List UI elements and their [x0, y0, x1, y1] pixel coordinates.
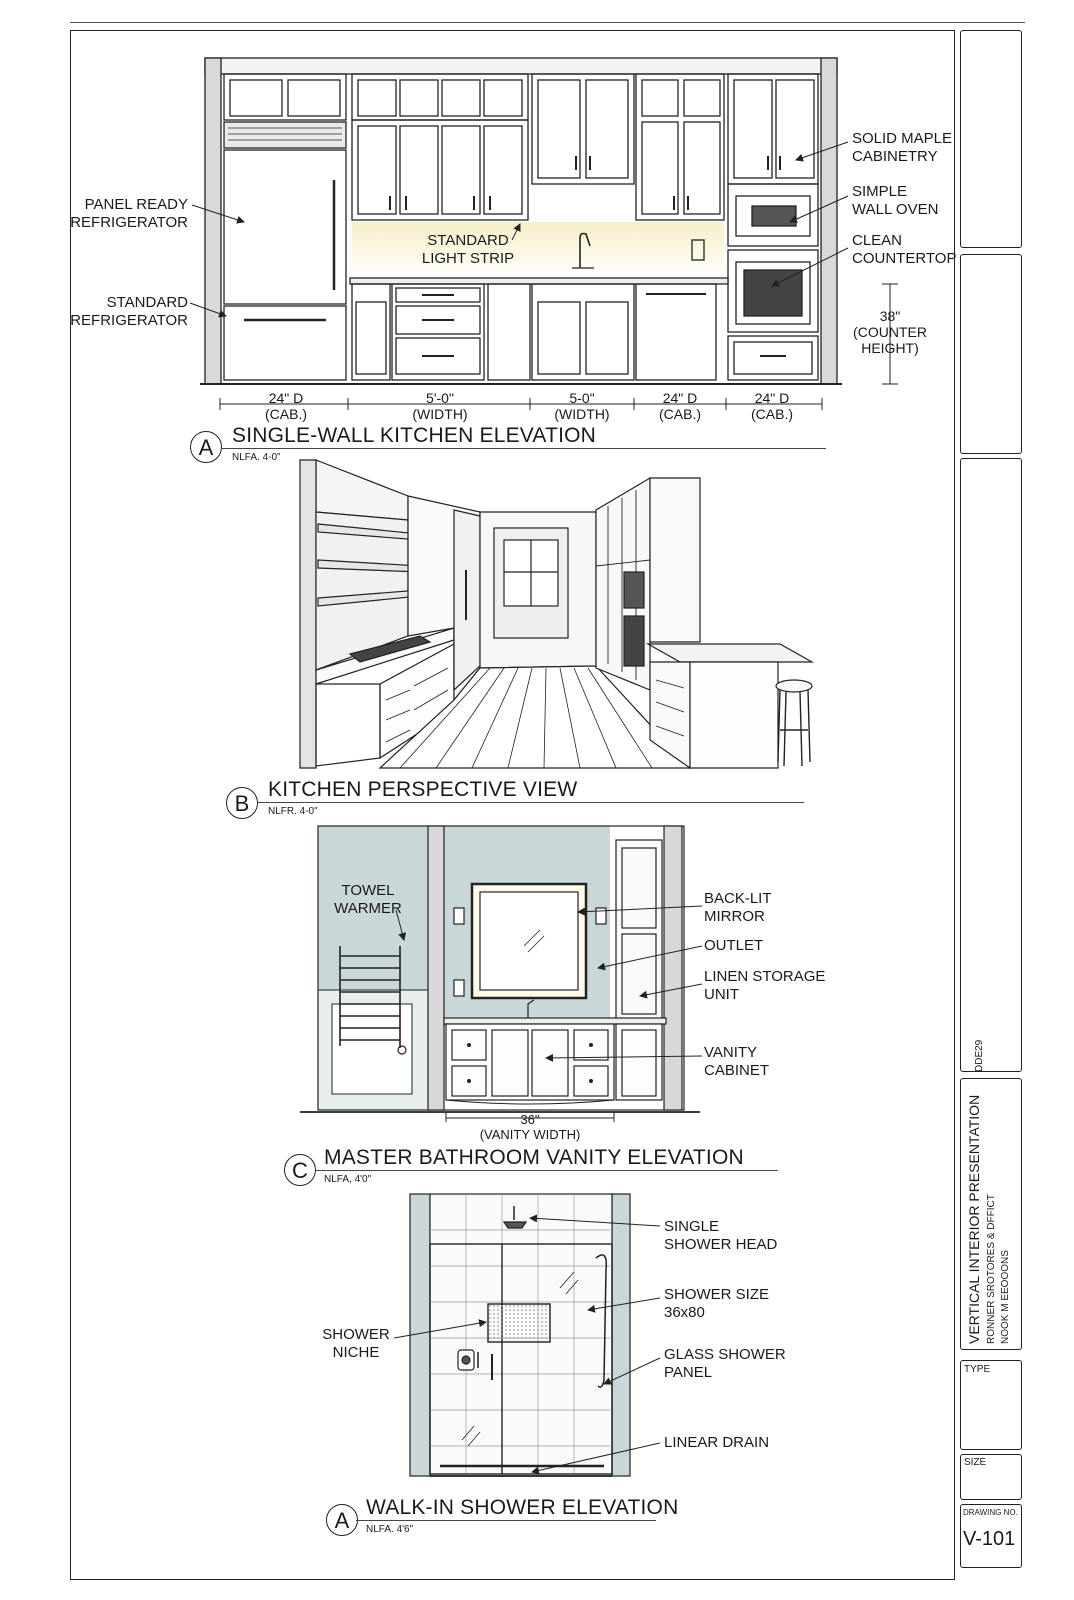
label-line: CLEAN	[852, 232, 903, 249]
dimension-value: 24" D	[754, 390, 790, 406]
title-underline	[356, 1520, 656, 1521]
label-line: SHOWER HEAD	[664, 1236, 778, 1253]
label-line: LIGHT STRIP	[421, 250, 515, 267]
label-line: CABINET	[704, 1062, 770, 1079]
title-underline	[222, 448, 826, 449]
scale-kitchen-elevation: NLFA. 4-0"	[232, 452, 281, 463]
dimension-3	[534, 390, 630, 422]
label-line: GLASS SHOWER	[664, 1346, 786, 1363]
type-label: TYPE	[964, 1364, 991, 1375]
label-line: REFRIGERATOR	[70, 312, 188, 329]
dimension-value: 5'-0"	[426, 390, 454, 406]
title-kitchen-perspective: KITCHEN PERSPECTIVE VIEW	[268, 778, 578, 801]
label-linen-storage	[704, 968, 825, 1004]
view-marker-a: A	[190, 431, 222, 463]
title-vanity-elevation: MASTER BATHROOM VANITY ELEVATION	[324, 1146, 744, 1169]
label-outlet: OUTLET	[704, 937, 764, 954]
label-light-strip	[408, 232, 528, 268]
dimension-note: (CAB.)	[265, 406, 307, 422]
label-line: SHOWER	[322, 1326, 390, 1343]
dimension-4	[632, 390, 728, 422]
label-line: SHOWER SIZE	[664, 1286, 770, 1303]
title-block	[960, 30, 1024, 1580]
label-line: REFRIGERATOR	[70, 214, 188, 231]
dimension-5	[724, 390, 820, 422]
project-title: VERTICAL INTERIOR PRESENTATION	[966, 1094, 982, 1344]
label-line: UNIT	[704, 986, 739, 1003]
label-line: PANEL READY	[84, 196, 188, 213]
date-stamp: DDE29	[974, 1039, 985, 1072]
label-line: COUNTERTOP	[852, 250, 957, 267]
project-subtitle-1: RONNER SROTORES & DFFICT	[986, 1194, 997, 1344]
label-line: WALL OVEN	[852, 201, 939, 218]
label-line: NICHE	[332, 1344, 380, 1361]
label-line: (COUNTER	[853, 324, 927, 340]
label-counter-height	[848, 308, 932, 356]
project-subtitle-2: NOOK M EEOOONS	[1000, 1250, 1011, 1344]
view-marker-d: A	[326, 1504, 358, 1536]
title-shower-elevation: WALK-IN SHOWER ELEVATION	[366, 1496, 679, 1519]
label-shower-head	[664, 1218, 777, 1254]
dimension-note: (WIDTH)	[554, 406, 610, 422]
title-kitchen-elevation: SINGLE-WALL KITCHEN ELEVATION	[232, 424, 597, 447]
label-towel-warmer	[320, 882, 416, 918]
dimension-value: 5-0"	[569, 390, 595, 406]
label-line: 38"	[879, 308, 901, 324]
label-line: VANITY	[704, 1044, 758, 1061]
dimension-1	[238, 390, 334, 422]
label-line: BACK-LIT	[704, 890, 772, 907]
title-block-cell	[960, 30, 1022, 248]
dimension-vanity-width	[458, 1112, 602, 1142]
dimension-note: (CAB.)	[751, 406, 793, 422]
label-line: LINEN STORAGE	[704, 968, 826, 985]
label-clean-countertop	[852, 232, 956, 268]
size-label: SIZE	[964, 1457, 987, 1468]
label-line: TOWEL	[341, 882, 395, 899]
label-shower-size	[664, 1286, 769, 1322]
label-standard-refrigerator	[70, 294, 188, 330]
vanity-elevation	[300, 826, 702, 1122]
dimension-note: (VANITY WIDTH)	[479, 1127, 581, 1142]
view-marker-c: C	[284, 1154, 316, 1186]
dimension-value: 24" D	[662, 390, 698, 406]
label-line: MIRROR	[704, 908, 765, 925]
label-line: PANEL	[664, 1364, 713, 1381]
label-backlit-mirror	[704, 890, 772, 926]
label-line: SINGLE	[664, 1218, 720, 1235]
label-linear-drain: LINEAR DRAIN	[664, 1434, 770, 1451]
title-block-cell	[960, 458, 1022, 1072]
scale-kitchen-perspective: NLFR. 4-0"	[268, 806, 318, 817]
label-line: CABINETRY	[852, 148, 938, 165]
shower-elevation	[394, 1194, 660, 1476]
label-line: WARMER	[334, 900, 402, 917]
kitchen-elevation	[190, 58, 898, 410]
drawing-number: V-101	[963, 1528, 1016, 1550]
dimension-note: (CAB.)	[659, 406, 701, 422]
label-line: SIMPLE	[852, 183, 908, 200]
dimension-value: 24" D	[268, 390, 304, 406]
title-underline	[316, 1170, 778, 1171]
label-wall-oven	[852, 183, 938, 219]
drawing-number-label: DRAWING NO.	[963, 1508, 1018, 1517]
kitchen-perspective	[300, 460, 812, 768]
label-line: 36x80	[664, 1304, 705, 1321]
title-underline	[258, 802, 804, 803]
scale-shower-elevation: NLFA. 4'6"	[366, 1524, 414, 1535]
dimension-2	[392, 390, 488, 422]
dimension-value: 36"	[520, 1112, 540, 1127]
view-marker-b: B	[226, 787, 258, 819]
label-glass-panel	[664, 1346, 786, 1382]
dimension-note: (WIDTH)	[412, 406, 468, 422]
label-line: STANDARD	[427, 232, 509, 249]
label-vanity-cabinet	[704, 1044, 769, 1080]
scale-vanity-elevation: NLFA, 4'0"	[324, 1174, 372, 1185]
label-line: STANDARD	[106, 294, 188, 311]
label-line: SOLID MAPLE	[852, 130, 953, 147]
title-block-cell	[960, 254, 1022, 454]
label-shower-niche	[318, 1326, 394, 1362]
label-solid-maple-cabinetry	[852, 130, 952, 166]
label-panel-ready-refrigerator	[70, 196, 188, 232]
label-line: HEIGHT)	[861, 340, 919, 356]
